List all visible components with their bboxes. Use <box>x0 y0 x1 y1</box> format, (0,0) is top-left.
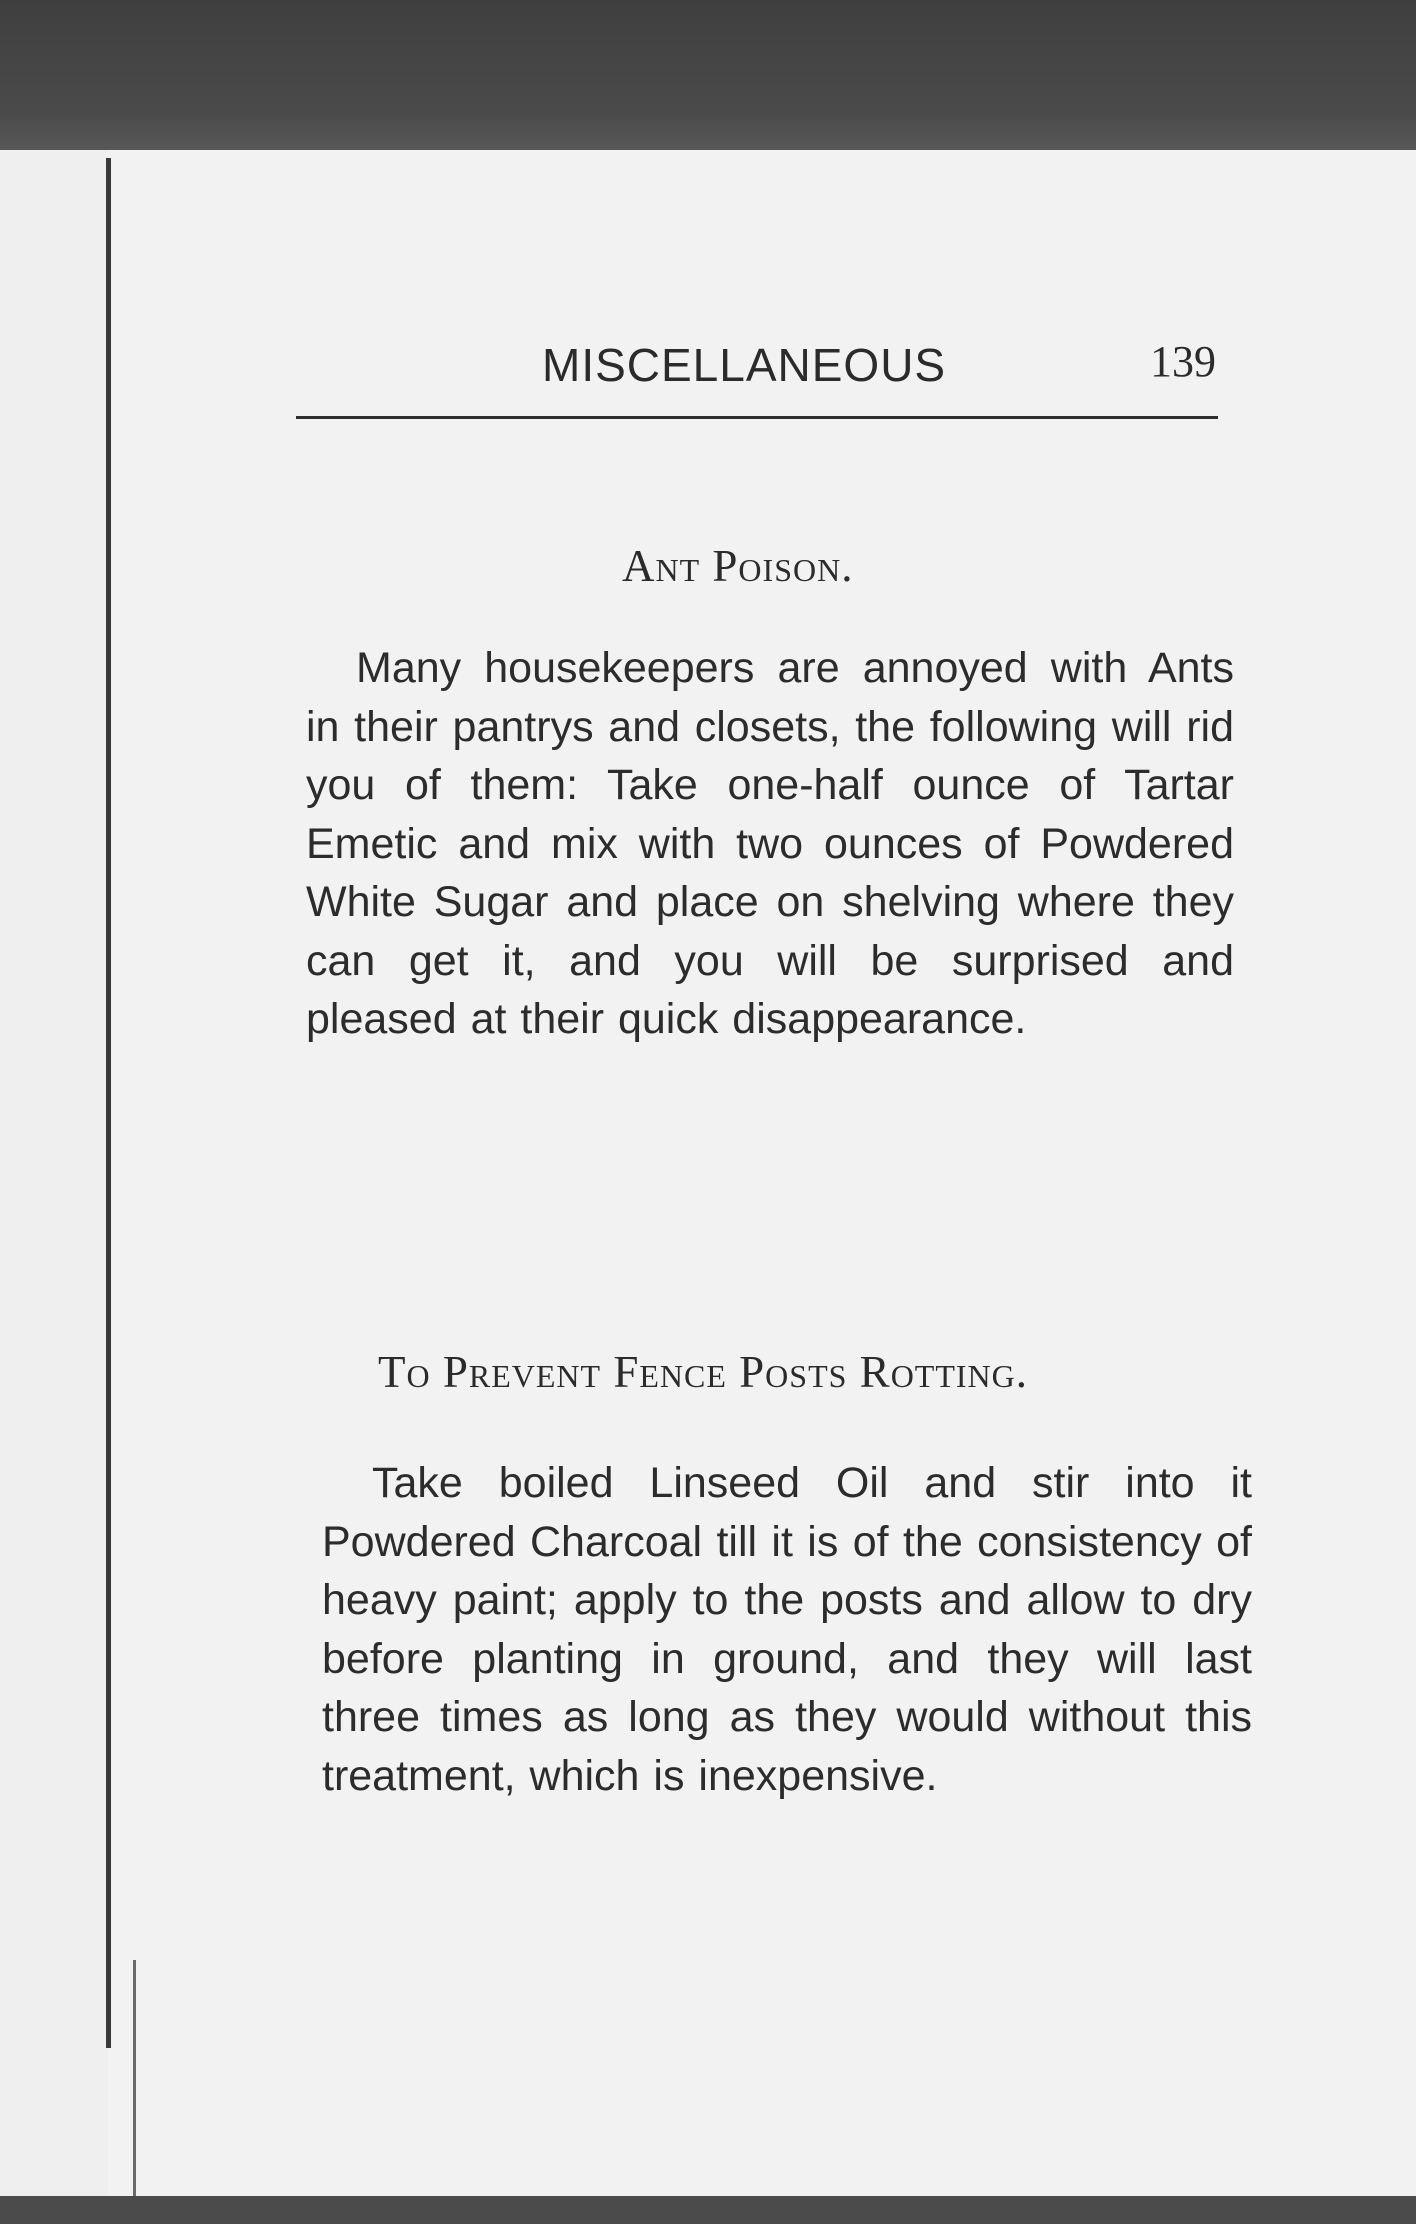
scan-top-border <box>0 0 1416 158</box>
entry-body: Take boiled Linseed Oil and stir into it Powdered Charcoal till it is of the consistency of heavy paint; apply to the posts and allow to dry before planting in ground, and they will last three times as long as they would without this treatment, which is inexpensive. <box>322 1459 1252 1800</box>
page-left-margin <box>0 150 108 2196</box>
entry-heading: To Prevent Fence Posts Rotting. <box>378 1347 1029 1397</box>
section-title: MISCELLANEOUS <box>542 339 947 391</box>
page-spine-edge-lower <box>133 1960 136 2196</box>
book-page <box>108 150 1416 2196</box>
entry-heading: Ant Poison. <box>622 541 854 591</box>
header-rule <box>296 416 1218 419</box>
page-spine-edge <box>106 158 111 2048</box>
entry-body: Many housekeepers are annoyed with Ants in their pantrys and closets, the following will rid you of them: Take one-half ounce of Tartar Emetic and mix with two ounces of Powdered White Sugar and place on shelving where they can get it, and you will be surprised and pleased at their quick disappearance. <box>306 644 1234 1043</box>
running-head <box>296 330 1218 418</box>
page-number: 139 <box>1150 337 1216 386</box>
scan-bottom-border <box>0 2196 1416 2224</box>
